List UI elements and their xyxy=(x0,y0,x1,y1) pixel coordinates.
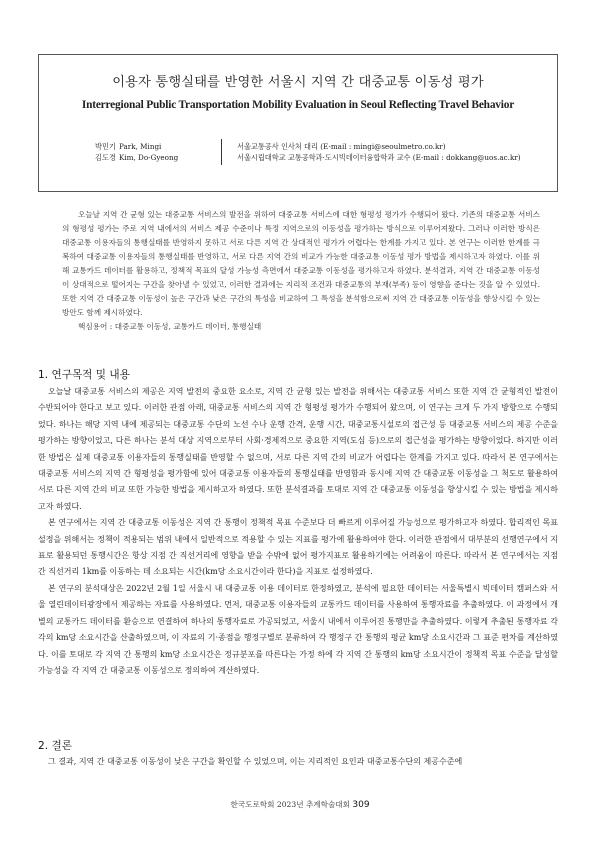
abstract xyxy=(62,208,540,334)
section-heading-2: 2. 결론 xyxy=(38,740,72,752)
author-name: 박민기 xyxy=(95,142,116,151)
title-english: Interregional Public Transportation Mobility Evaluation in Seoul Reflecting Travel Behavior xyxy=(81,99,515,111)
keywords: 핵심용어 : 대중교통 이동성, 교통카드 데이터, 통행실태 xyxy=(78,322,262,331)
section-2-body xyxy=(38,754,558,770)
author-list xyxy=(39,141,557,163)
page-footer xyxy=(0,799,600,810)
body-paragraph: 본 연구의 분석대상은 2022년 2월 1일 서울시 내 대중교통 이용 데이터로 한정하였고, 분석에 필요한 데이터는 서울특별시 빅데이터 캠퍼스와 서울 열린데이터광장에서 제공하는 자료를 사용하였다. 먼저, 대중교통 이용자들의 교통카드 데이터를 사용하여 통행자료를 추출하였다. 이 과정에서 개별의 교통카드 데이터를 환승으로 연결하여 하나의 통행자료로 가공되었고, 서울시 내에서 이루어진 통행만을 추출하였다. 이렇게 추출된 통행자료 각각의 km당 소요시간을 산출하였으며, 이 자료의 기·종점을 행정구별로 분류하여 각 행정구 간 통행의 평균 km당 소요시간과 그 표준 편차를 계산하였다. 이를 토대로 각 지역 간 통행의 km당 소요시간은 정규분포를 따른다는 가정 하에 각 지역 간 통행의 km당 소요시간이 정책적 목표 수준을 달성할 가능성을 각 지역 간 대중교통 이동성으로 정의하여 계산하였다. xyxy=(38,583,558,675)
author-affiliation: 서울교통공사 인사처 대리 (E-mail : mingi@seoulmetro.co.kr) xyxy=(237,142,446,151)
author-affiliation: 서울시립대학교 교통공학과·도시빅데이터융합학과 교수 (E-mail : dokkang@uos.ac.kr) xyxy=(237,153,521,162)
section-1-body xyxy=(38,384,558,679)
body-paragraph: 본 연구에서는 지역 간 대중교통 이동성은 지역 간 통행이 정책적 목표 수준보다 더 빠르게 이루어질 가능성으로 평가하고자 하였다. 합리적인 목표 설정을 위해서는 정책이 적용되는 범위 내에서 일반적으로 적용할 수 있는 지표를 평가에 활용하여야 한다. 이러한 관점에서 대부분의 선행연구에서 지표로 활용되던 통행시간은 항상 지점 간 직선거리에 영향을 받을 수밖에 없어 평가지표로 활용하기에는 어려움이 따른다. 따라서 본 연구에서는 지점 간 직선거리 1km를 이동하는 데 소요되는 시간(km당 소요시간이라 한다)을 지표로 설정하였다. xyxy=(38,518,558,577)
conference-name: 한국도로학회 2023년 추계학술대회 xyxy=(230,800,350,809)
abstract-text: 오늘날 지역 간 균형 있는 대중교통 서비스의 발전을 위하여 대중교통 서비스에 대한 형평성 평가가 수행되어 왔다. 기존의 대중교통 서비스의 형평성 평가는 주로 지역 내에서의 서비스 제공 수준이나 특정 지역으로의 이동성을 평가하는 방식으로 이루어져왔다. 그러나 이러한 방식은 대중교통 이용자들의 통행실태를 반영하지 못하고 서로 다른 지역 간 상대적인 평가가 어렵다는 한계를 가지고 있다. 본 연구는 이러한 한계를 극복하여 대중교통 이용자들의 통행실태를 반영하고, 서로 다른 지역 간의 비교가 가능한 대중교통 이동성 평가 방법을 제시하고자 하였다. 이를 위해 교통카드 데이터를 활용하고, 정책적 목표의 달성 가능성 측면에서 대중교통 이동성을 평가하고자 하였다. 분석결과, 지역 간 대중교통 이동성이 상대적으로 떨어지는 구간을 찾아낼 수 있었고, 이러한 결과에는 지리적 조건과 대중교통의 부재(부족) 등이 영향을 준다는 것을 알 수 있었다. 또한 지역 간 대중교통 이동성이 높은 구간과 낮은 구간의 특성을 비교하여 그 특성을 분석함으로써 지역 간 대중교통 이동성을 향상시킬 수 있는 방안도 함께 제시하였다. xyxy=(62,210,540,317)
author-english-name: Kim, Do-Gyeong xyxy=(119,153,179,162)
title-korean: 이용자 통행실태를 반영한 서울시 지역 간 대중교통 이동성 평가 xyxy=(112,75,484,90)
body-paragraph: 그 결과, 지역 간 대중교통 이동성이 낮은 구간을 확인할 수 있었으며, 이는 지리적인 요인과 대중교통수단의 제공수준에 xyxy=(48,757,463,766)
author-name: 김도경 xyxy=(95,153,116,162)
author-row xyxy=(39,141,557,152)
title-block xyxy=(38,54,558,192)
author-row xyxy=(39,152,557,163)
page-number: 309 xyxy=(352,800,370,810)
section-heading-1: 1. 연구목적 및 내용 xyxy=(38,369,130,381)
author-english-name: Park, Mingi xyxy=(119,142,162,151)
body-paragraph: 오늘날 대중교통 서비스의 제공은 지역 발전의 중요한 요소로, 지역 간 균형 있는 발전을 위해서는 대중교통 서비스 또한 지역 간 균형적인 발전이 수반되어야 한다고 보고 있다. 이러한 관점 아래, 대중교통 서비스의 지역 간 형평성 평가가 수행되어 왔으며, 이 연구는 크게 두 가지 방향으로 수행되었다. 하나는 해당 지역 내에 제공되는 대중교통 수단의 노선 수나 운행 간격, 운행 시간, 대중교통시설로의 접근성 등 대중교통 서비스의 제공 수준을 평가하는 방향이었고, 다른 하나는 분석 대상 지역으로부터 사회·경제적으로 중요한 지역(도심 등)으로의 접근성을 평가하는 방향이었다. 하지만 이러한 방법은 실제 대중교통 이용자들의 통행실태를 반영할 수 없으며, 서로 다른 지역 간의 비교가 어렵다는 한계를 가지고 있다. 따라서 본 연구에서는 대중교통 서비스의 지역 간 형평성을 평가함에 있어 대중교통 이용자들의 통행실태를 반영함과 동시에 지역 간 대중교통 이동성을 그 척도로 활용하여 서로 다른 지역 간의 비교 또한 가능한 방법을 제시하고자 하였다. 또한 분석결과를 토대로 지역 간 대중교통 이동성을 향상시킬 수 있는 방법을 제시하고자 하였다. xyxy=(38,387,558,511)
